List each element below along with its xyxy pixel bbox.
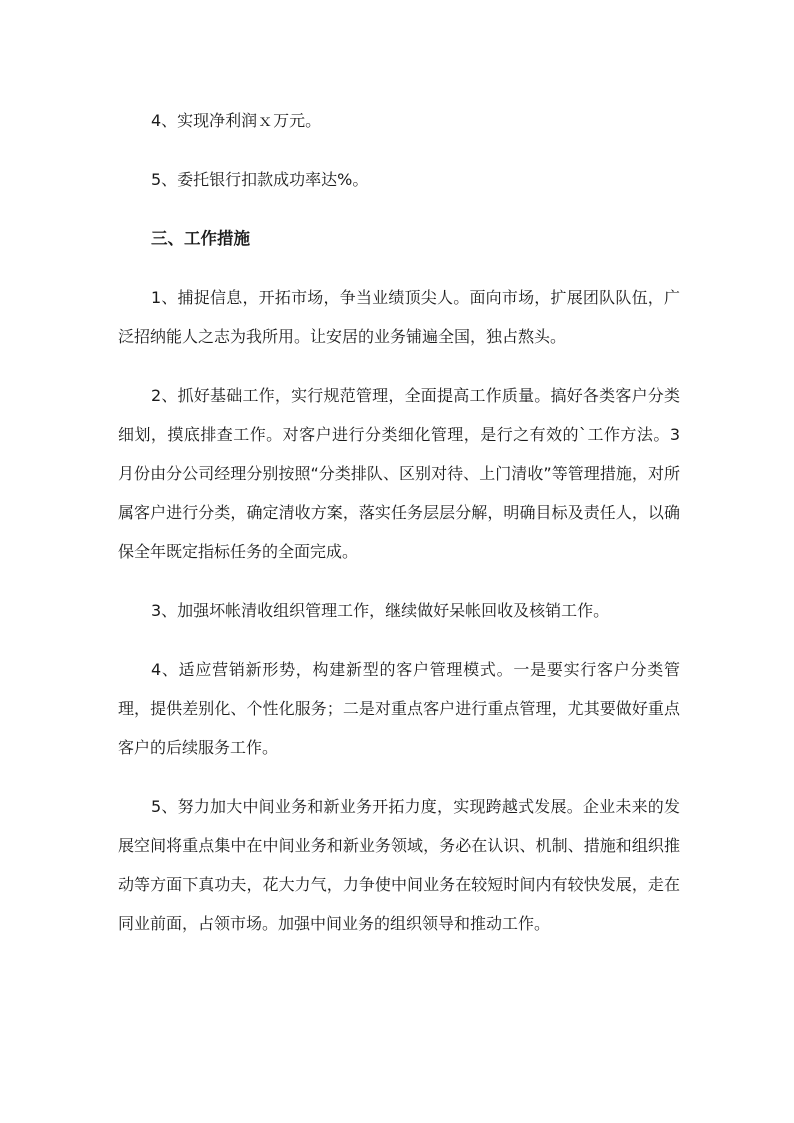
paragraph-measure-1: 1、捕捉信息，开拓市场，争当业绩顶尖人。面向市场，扩展团队队伍，广泛招纳能人之志为我所用。让安居的业务铺遍全国，独占熬头。 — [118, 288, 680, 346]
paragraph-measure-2: 2、抓好基础工作，实行规范管理，全面提高工作质量。搞好各类客户分类细划，摸底排查工作。对客户进行分类细化管理，是行之有效的`工作方法。3月份由分公司经理分别按照“分类排队、区别对待、上门清收”等管理措施，对所属客户进行分类，确定清收方案，落实任务层层分解，明确目标及责任人，以确保全年既定指标任务的全面完成。 — [118, 386, 680, 561]
paragraph-goal-4: 4、实现净利润ｘ万元。 — [151, 111, 322, 130]
section-heading-work-measures: 三、工作措施 — [151, 229, 250, 248]
document-body — [118, 101, 680, 943]
paragraph-goal-5: 5、委托银行扣款成功率达%。 — [151, 170, 369, 189]
paragraph-measure-3: 3、加强坏帐清收组织管理工作，继续做好呆帐回收及核销工作。 — [151, 601, 610, 620]
paragraph-measure-4: 4、适应营销新形势，构建新型的客户管理模式。一是要实行客户分类管理，提供差别化、个性化服务；二是对重点客户进行重点管理，尤其要做好重点客户的后续服务工作。 — [118, 660, 680, 757]
paragraph-measure-5: 5、努力加大中间业务和新业务开拓力度，实现跨越式发展。企业未来的发展空间将重点集中在中间业务和新业务领域，务必在认识、机制、措施和组织推动等方面下真功夫，花大力气，力争使中间业务在较短时间内有较快发展，走在同业前面，占领市场。加强中间业务的组织领导和推动工作。 — [118, 797, 680, 933]
